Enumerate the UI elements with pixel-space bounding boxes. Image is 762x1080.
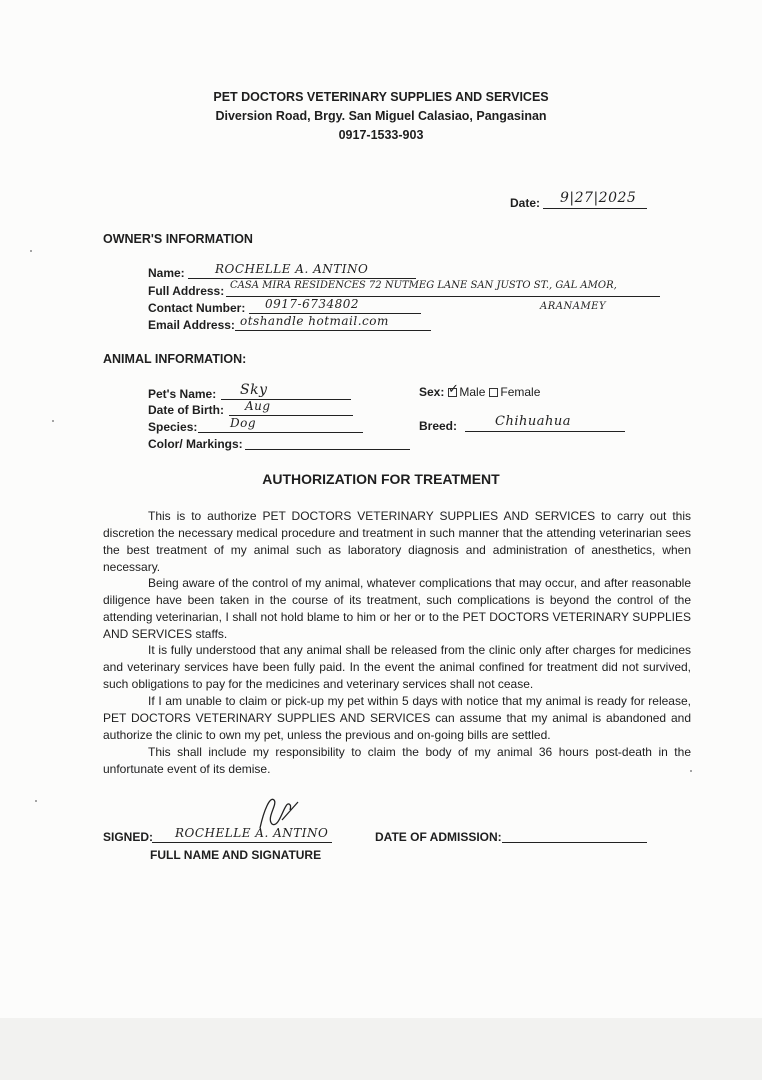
authorization-paragraph-5: This shall include my responsibility to claim the body of my animal 36 hours post-death in the unfortunate event of its demise. [103,745,691,776]
authorization-paragraph-4: If I am unable to claim or pick-up my pet within 5 days with notice that my animal is ready for release, PET DOCTORS VETERINARY SUPPLIES AND SERVICES can assume that my animal is abandoned and authorize the clinic to own my pet, unless the previous and on-going bills are settled. [103,694,691,742]
signed-label: SIGNED: [103,830,154,844]
sex-female-checkbox[interactable] [489,388,498,397]
breed-label: Breed: [419,419,458,433]
scan-speck [30,250,32,252]
sex-male-label: Male [459,385,486,399]
full-name-signature-label: FULL NAME AND SIGNATURE [150,848,322,862]
breed-value[interactable]: Chihuahua [495,414,571,429]
species-value[interactable]: Dog [230,416,257,430]
sex-field [419,385,540,399]
dob-value[interactable]: Aug [245,399,271,413]
male-check-mark-icon: ✓ [448,382,459,397]
owner-contact-value[interactable]: 0917-6734802 [265,297,360,311]
authorization-paragraph-2: Being aware of the control of my animal, whatever complications that may occur, and after reasonable diligence have been taken in the course of its treatment, such complications is beyond the control of the attending veterinarian, I shall not hold blame to him or her or to the PET DOCTORS VETERINARY SUPPLIES AND SERVICES staffs. [103,576,691,641]
color-markings-label: Color/ Markings: [148,437,243,451]
pet-name-label: Pet's Name: [148,387,217,401]
dob-label: Date of Birth: [148,403,224,417]
owner-name-label: Name: [148,266,185,280]
signature-line [152,842,332,843]
pet-name-line [221,399,351,400]
date-value[interactable]: 9|27|2025 [560,190,637,206]
owner-email-value[interactable]: otshandle hotmail.com [240,314,389,328]
owner-section-title: OWNER'S INFORMATION [103,232,253,246]
date-of-admission-line [502,842,647,843]
sex-label: Sex: [419,385,445,399]
scan-speck [52,420,54,422]
owner-contact-label: Contact Number: [148,301,246,315]
pet-name-value[interactable]: Sky [240,382,268,398]
scan-speck [690,770,692,772]
species-label: Species: [148,420,198,434]
scan-speck [35,800,37,802]
date-line [543,208,647,209]
authorization-paragraph-3: It is fully understood that any animal shall be released from the clinic only after charges for medicines and veterinary services have been fully paid. In the event the animal confined for treatment did not survived, such obligations to pay for the medicines and veterinary services shall not cease. [103,643,691,691]
authorization-title: AUTHORIZATION FOR TREATMENT [262,471,500,487]
sex-female-label: Female [500,385,541,399]
animal-section-title: ANIMAL INFORMATION: [103,352,247,366]
owner-name-value[interactable]: ROCHELLE A. ANTINO [215,262,369,276]
signature-mark-icon [252,790,302,838]
owner-address-label: Full Address: [148,284,225,298]
clinic-address: Diversion Road, Brgy. San Miguel Calasiao, Pangasinan [215,109,547,123]
scan-bottom-margin [0,1018,762,1080]
owner-address-value[interactable]: CASA MIRA RESIDENCES 72 NUTMEG LANE SAN JUSTO ST., GAL AMOR, [230,280,617,291]
authorization-paragraph-1: This is to authorize PET DOCTORS VETERINARY SUPPLIES AND SERVICES to carry out this discretion the necessary medical procedure and treatment in such manner that the attending veterinarian sees the best treatment of my animal such as laboratory diagnosis and administration of anesthetics, when necessary. [103,509,691,574]
owner-email-line [235,330,431,331]
date-label: Date: [510,196,541,210]
date-of-admission-label: DATE OF ADMISSION: [375,830,502,844]
clinic-phone: 0917-1533-903 [338,128,424,142]
owner-address-continued[interactable]: ARANAMEY [540,301,607,312]
owner-name-line [188,278,416,279]
owner-email-label: Email Address: [148,318,235,332]
signed-name-value[interactable]: ROCHELLE A. ANTINO [175,826,329,840]
breed-line [465,431,625,432]
species-line [198,432,363,433]
color-markings-line [245,449,410,450]
clinic-name: PET DOCTORS VETERINARY SUPPLIES AND SERVICES [213,90,549,104]
